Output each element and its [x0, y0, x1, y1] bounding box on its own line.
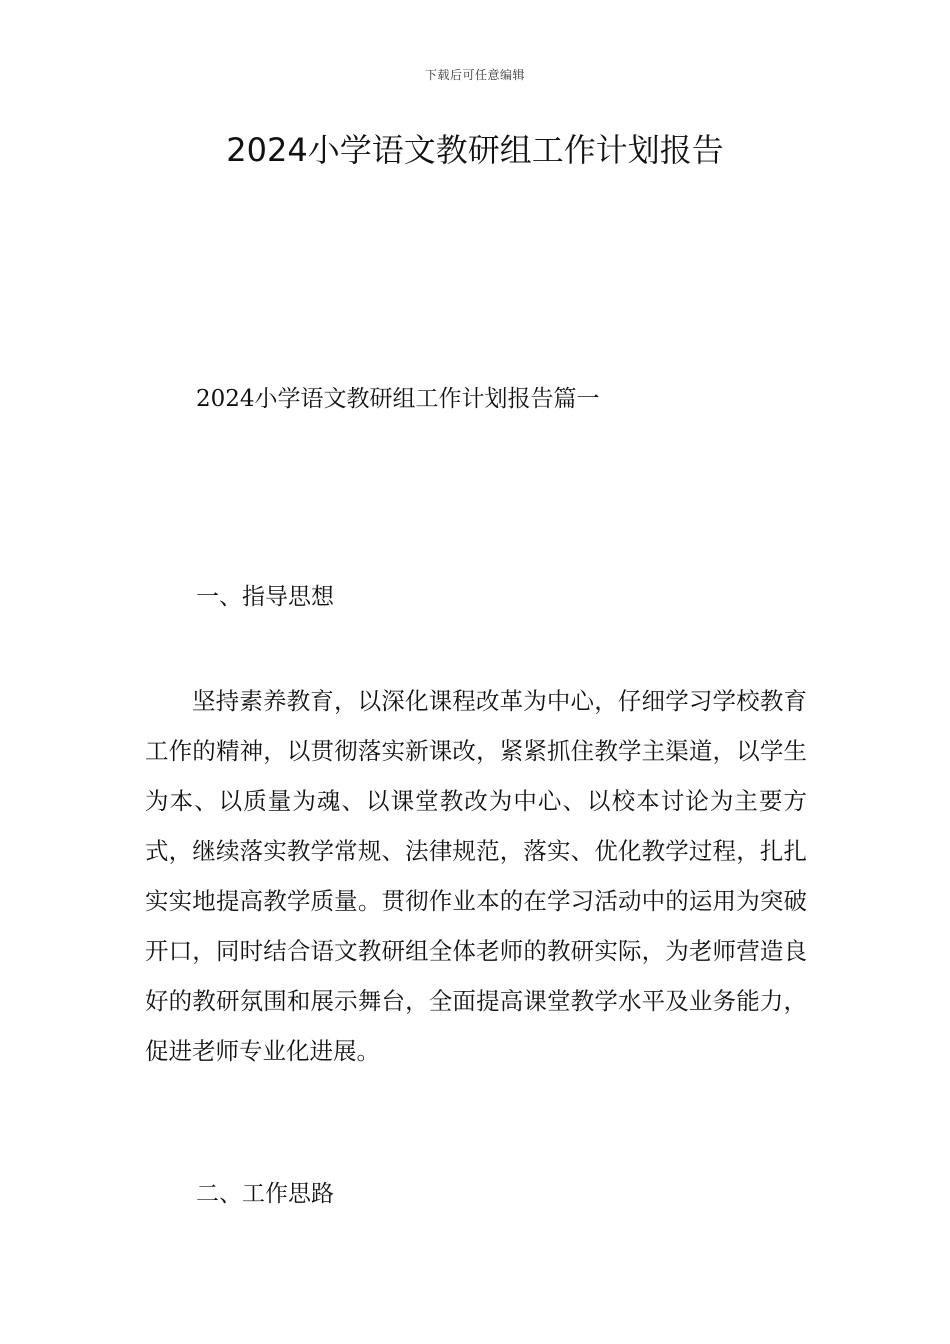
- document-subtitle: 2024小学语文教研组工作计划报告篇一: [196, 386, 600, 412]
- section-paragraph-guiding-ideology: 坚持素养教育，以深化课程改革为中心，仔细学习学校教育工作的精神，以贯彻落实新课改，紧紧抓住教学主渠道，以学生为本、以质量为魂、以课堂教改为中心、以校本讨论为主要方式，继续落实教学常规、法律规范，落实、优化教学过程，扎扎实实地提高教学质量。贯彻作业本的在学习活动中的运用为突破开口，同时结合语文教研组全体老师的教研实际，为老师营造良好的教研氛围和展示舞台，全面提高课堂教学水平及业务能力，促进老师专业化进展。: [145, 687, 807, 1065]
- header-note: 下载后可任意编辑: [424, 68, 525, 82]
- section-heading-guiding-ideology: 一、指导思想: [196, 584, 334, 610]
- section-heading-work-approach: 二、工作思路: [196, 1181, 334, 1207]
- document-title: 2024小学语文教研组工作计划报告: [226, 131, 724, 169]
